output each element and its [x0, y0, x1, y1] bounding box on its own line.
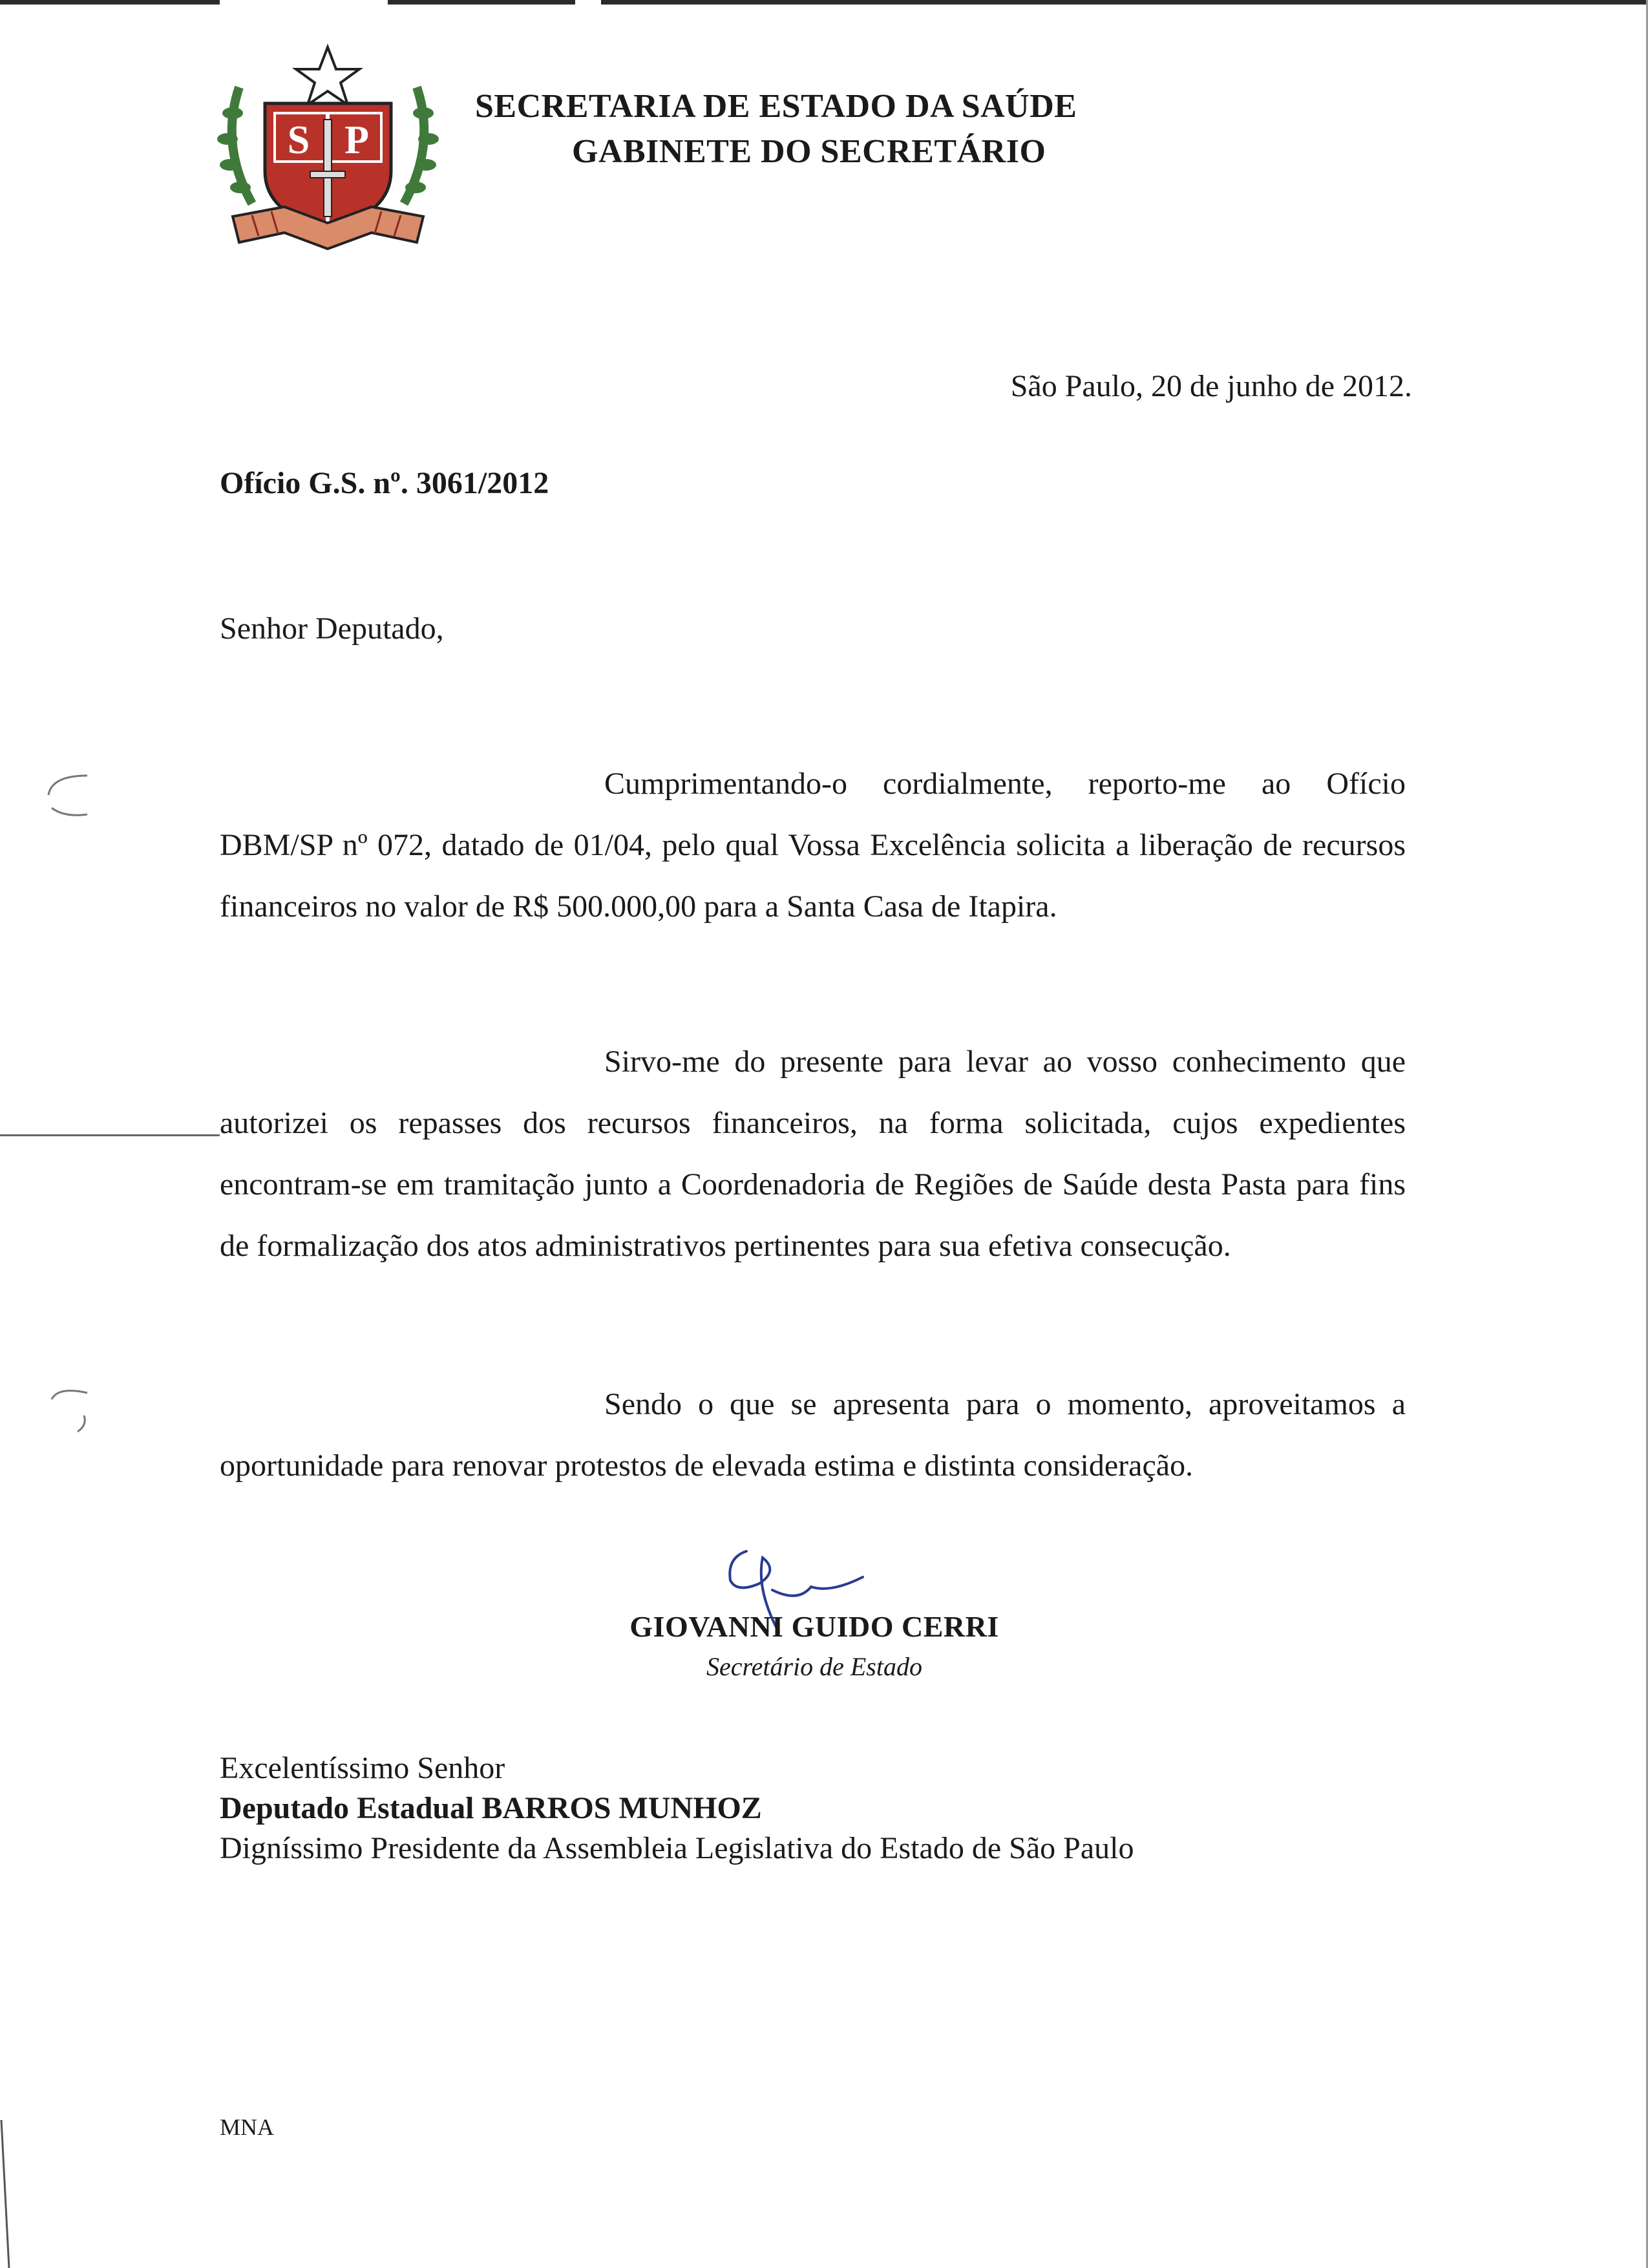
punch-hole-mark-icon	[39, 769, 97, 821]
recipient-name: Deputado Estadual BARROS MUNHOZ	[220, 1791, 762, 1825]
paragraph-text: Sendo o que se apresenta para o momento, aproveitamos a oportunidade para renovar protestos de elevada estima e distinta consideração.	[220, 1387, 1406, 1483]
scan-edge-mark	[0, 2120, 12, 2268]
body-paragraph-2	[220, 1031, 1406, 1277]
recipient-honorific: Excelentíssimo Senhor	[220, 1751, 505, 1785]
recipient-block	[220, 1748, 1134, 1869]
punch-hole-mark-icon	[39, 1383, 97, 1435]
sao-paulo-coat-of-arms-icon	[213, 42, 443, 262]
letterhead-gabinete: GABINETE DO SECRETÁRIO	[572, 133, 1046, 170]
signer-title: Secretário de Estado	[706, 1652, 922, 1681]
emblem-letter-s: S	[287, 118, 310, 162]
letterhead	[475, 84, 1251, 175]
scan-fold-line	[0, 1134, 220, 1136]
emblem-letter-p: P	[344, 118, 369, 162]
letter-date: São Paulo, 20 de junho de 2012.	[1010, 369, 1412, 403]
scan-border-gap	[220, 0, 388, 5]
oficio-number: Ofício G.S. nº. 3061/2012	[220, 466, 549, 500]
paragraph-text: Sirvo-me do presente para levar ao vosso conhecimento que autorizei os repasses dos recursos financeiros, na forma solicitada, cujos expedientes encontram-se em tramitação junto a Coordenadoria de Regiões de Saúde desta Pasta para fins de formalização dos atos administrativos pertinentes para sua efetiva consecução.	[220, 1044, 1406, 1263]
salutation: Senhor Deputado,	[220, 611, 444, 646]
typist-initials: MNA	[220, 2114, 275, 2140]
body-paragraph-1	[220, 753, 1406, 937]
signer-name: GIOVANNI GUIDO CERRI	[629, 1610, 999, 1643]
paragraph-text: Cumprimentando-o cordialmente, reporto-me ao Ofício DBM/SP nº 072, datado de 01/04, pelo qual Vossa Excelência solicita a liberação de recursos financeiros no valor de R$ 500.000,00 para a Santa Casa de Itapira.	[220, 767, 1406, 924]
letterhead-secretaria: SECRETARIA DE ESTADO DA SAÚDE	[475, 88, 1077, 125]
scan-border-gap	[575, 0, 601, 5]
body-paragraph-3	[220, 1373, 1406, 1496]
recipient-position: Digníssimo Presidente da Assembleia Legislativa do Estado de São Paulo	[220, 1831, 1134, 1865]
